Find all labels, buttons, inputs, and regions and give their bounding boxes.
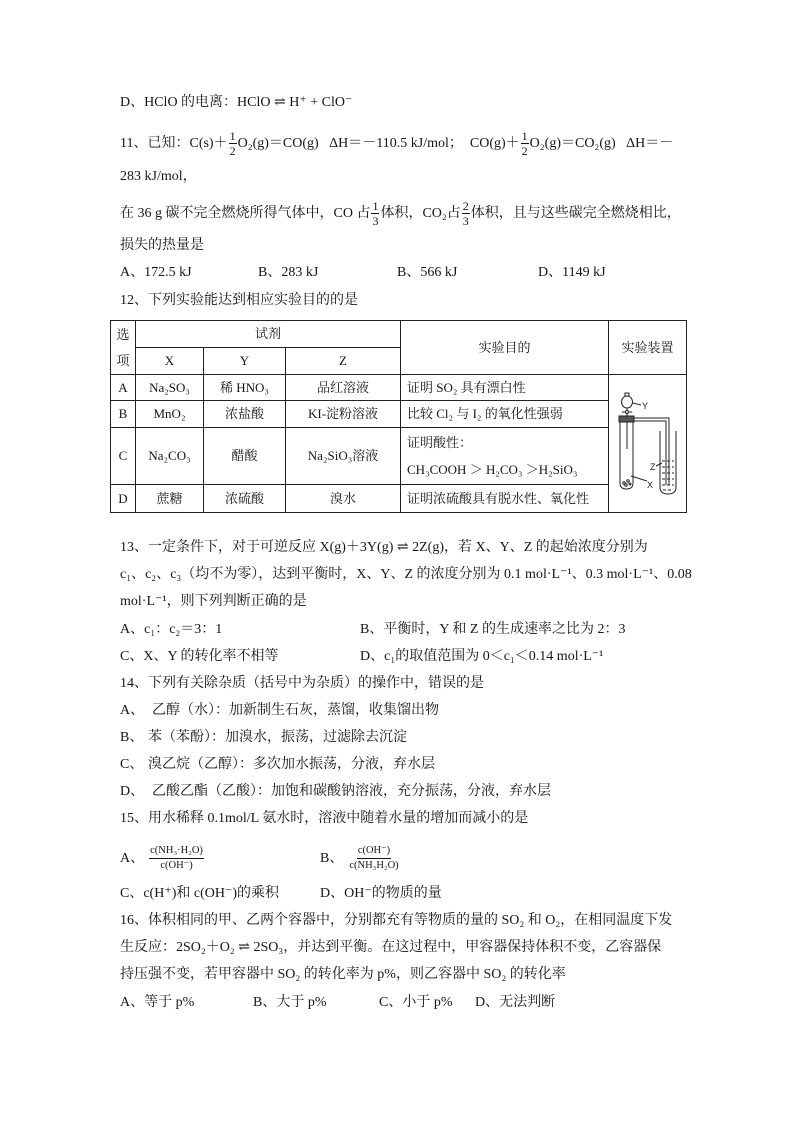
header-reagent: 试剂 bbox=[136, 321, 401, 348]
solid-x bbox=[623, 480, 631, 486]
q11-line3-text-2: 体积，CO₂占 bbox=[380, 205, 461, 221]
row-purpose: 比较 Cl₂ 与 I₂ 的氧化性强弱 bbox=[401, 401, 609, 428]
q11-fraction-4 bbox=[462, 200, 470, 227]
dropping-funnel-bulb bbox=[622, 396, 633, 408]
row-x: 蔗糖 bbox=[136, 485, 204, 513]
row-option: B bbox=[111, 401, 136, 428]
q13-option-b: B、平衡时，Y 和 Z 的生成速率之比为 2：3 bbox=[360, 622, 626, 637]
header-option bbox=[111, 321, 136, 375]
q16-option-c: C、小于 p% bbox=[379, 995, 453, 1010]
apparatus-label-z: Z bbox=[650, 462, 656, 472]
q14-option-c-text: 溴乙烷（乙醇）：多次加水振荡，分液，弃水层 bbox=[148, 757, 435, 772]
q13-stem-line2: c₁、c₂、c₃（均不为零），达到平衡时，X、Y、Z 的浓度分别为 0.1 mol·L⁻¹、0.3 mol·L⁻¹、0.08 bbox=[120, 567, 692, 582]
q14-option-a-text: 乙醇（水）：加新制生石灰，蒸馏，收集馏出物 bbox=[152, 703, 439, 718]
row-x: Na₂SO₃ bbox=[136, 375, 204, 401]
fraction-numerator: 2 bbox=[462, 199, 469, 213]
q11-stem-line2: 283 kJ/mol， bbox=[120, 169, 197, 184]
row-y: 稀 HNO₃ bbox=[204, 375, 286, 401]
fraction-numerator: 1 bbox=[229, 129, 236, 143]
q15-stem: 15、用水稀释 0.1mol/L 氨水时，溶液中随着水量的增加而减小的是 bbox=[120, 811, 529, 826]
q16-stem-line2: 生反应：2SO₂＋O₂ ⇌ 2SO₃，并达到平衡。在这过程中，甲容器保持体积不变，乙容器保 bbox=[120, 940, 662, 955]
row-z: 溴水 bbox=[286, 485, 401, 513]
fraction-numerator: 1 bbox=[521, 129, 528, 143]
q11-option-a: A、172.5 kJ bbox=[120, 265, 192, 280]
apparatus-cell bbox=[609, 375, 687, 513]
q14-option-b-text: 苯（苯酚）：加溴水，振荡，过滤除去沉淀 bbox=[148, 730, 407, 745]
q12-stem: 12、下列实验能达到相应实验目的的是 bbox=[120, 293, 358, 308]
q15-option-a-label: A、 bbox=[120, 850, 145, 866]
header-y: Y bbox=[204, 348, 286, 375]
row-y: 浓硫酸 bbox=[204, 485, 286, 513]
apparatus-diagram bbox=[609, 375, 686, 512]
q15-option-b-fraction bbox=[348, 845, 399, 872]
fraction-denominator: c(OH⁻) bbox=[160, 860, 193, 871]
row-option: A bbox=[111, 375, 136, 401]
q11-stem-line4: 损失的热量是 bbox=[120, 238, 204, 253]
table-header-row bbox=[111, 321, 687, 348]
header-option-top: 选 bbox=[116, 326, 130, 342]
row-x: Na₂CO₃ bbox=[136, 428, 204, 485]
row-z: KI-淀粉溶液 bbox=[286, 401, 401, 428]
header-z: Z bbox=[286, 348, 401, 375]
q13-stem-line1: 13、一定条件下，对于可逆反应 X(g)＋3Y(g) ⇌ 2Z(g)，若 X、Y、Z 的起始浓度分别为 bbox=[120, 540, 648, 555]
table-row bbox=[111, 401, 687, 428]
row-z: 品红溶液 bbox=[286, 375, 401, 401]
row-purpose-line1: 证明酸性： bbox=[407, 435, 473, 450]
row-x: MnO₂ bbox=[136, 401, 204, 428]
q11-fraction-3 bbox=[371, 200, 379, 227]
q11-option-c: B、566 kJ bbox=[397, 265, 458, 280]
q15-option-a bbox=[120, 845, 205, 872]
q16-stem-line1: 16、体积相同的甲、乙两个容器中，分别都充有等物质的量的 SO₂ 和 O₂，在相同温度下发 bbox=[120, 913, 673, 928]
q11-stem-line3 bbox=[120, 200, 681, 227]
label-z-pointer bbox=[656, 463, 662, 466]
row-y: 浓盐酸 bbox=[204, 401, 286, 428]
q15-option-b bbox=[320, 845, 401, 872]
q11-option-b: B、283 kJ bbox=[258, 265, 319, 280]
tube-stopper bbox=[619, 416, 634, 422]
q15-option-a-fraction bbox=[149, 845, 204, 872]
q14-option-c-label: C、 bbox=[120, 757, 144, 772]
delivery-tube-outer bbox=[634, 418, 669, 485]
stopcock-knob bbox=[626, 411, 629, 414]
label-y-pointer bbox=[633, 403, 641, 405]
q15-option-d: D、OH⁻的物质的量 bbox=[320, 886, 442, 901]
row-option: C bbox=[111, 428, 136, 485]
row-purpose: 证明浓硫酸具有脱水性、氧化性 bbox=[401, 485, 609, 513]
q11-line3-text-1: 在 36 g 碳不完全燃烧所得气体中，CO 占 bbox=[120, 205, 371, 221]
q13-option-d: D、c₁的取值范围为 0＜c₁＜0.14 mol·L⁻¹ bbox=[360, 649, 604, 664]
q11-stem-line1 bbox=[120, 130, 673, 157]
q14-option-d-text: 乙酸乙酯（乙酸）：加饱和碳酸钠溶液，充分振荡，分液，弃水层 bbox=[152, 784, 551, 799]
apparatus-label-x: X bbox=[647, 480, 654, 490]
q14-option-d-label: D、 bbox=[120, 784, 145, 799]
row-purpose: 证明 SO₂ 具有漂白性 bbox=[401, 375, 609, 401]
q11-line1-text-3: O₂(g)＝CO₂(g) ΔH＝－ bbox=[529, 135, 674, 151]
q13-stem-line3: mol·L⁻¹，则下列判断正确的是 bbox=[120, 594, 307, 609]
row-z: Na₂SiO₃溶液 bbox=[286, 428, 401, 485]
q11-line1-text-1: 11、已知：C(s)＋ bbox=[120, 135, 228, 151]
fraction-denominator: c(NH₃H₂O) bbox=[349, 860, 399, 871]
q16-option-d: D、无法判断 bbox=[475, 995, 556, 1010]
q11-line1-text-2: O₂(g)＝CO(g) ΔH＝－110.5 kJ/mol； CO(g)＋ bbox=[237, 135, 520, 151]
table-row bbox=[111, 375, 687, 401]
q14-stem: 14、下列有关除杂质（括号中为杂质）的操作中，错误的是 bbox=[120, 676, 484, 691]
fraction-denominator: 3 bbox=[372, 214, 379, 228]
fraction-denominator: 2 bbox=[521, 144, 528, 158]
q15-option-c: C、c(H⁺)和 c(OH⁻)的乘积 bbox=[120, 886, 280, 901]
q11-line3-text-3: 体积，且与这些碳完全燃烧相比， bbox=[470, 205, 681, 221]
header-option-bottom: 项 bbox=[116, 352, 130, 368]
q15-option-b-label: B、 bbox=[320, 850, 344, 866]
q16-stem-line3: 持压强不变，若甲容器中 SO₂ 的转化率为 p%，则乙容器中 SO₂ 的转化率 bbox=[120, 967, 566, 982]
row-purpose bbox=[401, 428, 609, 485]
apparatus-label-y: Y bbox=[642, 401, 649, 411]
fraction-numerator: 1 bbox=[372, 199, 379, 213]
q16-option-b: B、大于 p% bbox=[253, 995, 327, 1010]
q16-option-a: A、等于 p% bbox=[120, 995, 195, 1010]
table-row bbox=[111, 428, 687, 485]
fraction-numerator: c(NH₃·H₂O) bbox=[149, 845, 204, 859]
q11-option-d: D、1149 kJ bbox=[538, 265, 606, 280]
q10-option-d: D、HClO 的电离：HClO ⇌ H⁺ + ClO⁻ bbox=[120, 95, 353, 110]
table-row bbox=[111, 485, 687, 513]
q14-option-b-label: B、 bbox=[120, 730, 144, 745]
header-apparatus: 实验装置 bbox=[609, 321, 687, 375]
q13-option-c: C、X、Y 的转化率不相等 bbox=[120, 649, 279, 664]
liquid-z bbox=[662, 461, 674, 490]
row-purpose-line2: CH₃COOH ＞ H₂CO₃ ＞H₂SiO₃ bbox=[407, 462, 578, 477]
header-purpose: 实验目的 bbox=[401, 321, 609, 375]
q11-fraction-1 bbox=[229, 130, 237, 157]
q13-option-a: A、c₁：c₂＝3：1 bbox=[120, 622, 223, 637]
q12-experiment-table bbox=[110, 320, 687, 513]
row-option: D bbox=[111, 485, 136, 513]
row-y: 醋酸 bbox=[204, 428, 286, 485]
header-x: X bbox=[136, 348, 204, 375]
q11-fraction-2 bbox=[521, 130, 529, 157]
q14-option-a-label: A、 bbox=[120, 703, 145, 718]
fraction-numerator: c(OH⁻) bbox=[357, 845, 391, 859]
fraction-denominator: 3 bbox=[462, 214, 469, 228]
delivery-tube-inner bbox=[634, 421, 666, 485]
fraction-denominator: 2 bbox=[229, 144, 236, 158]
